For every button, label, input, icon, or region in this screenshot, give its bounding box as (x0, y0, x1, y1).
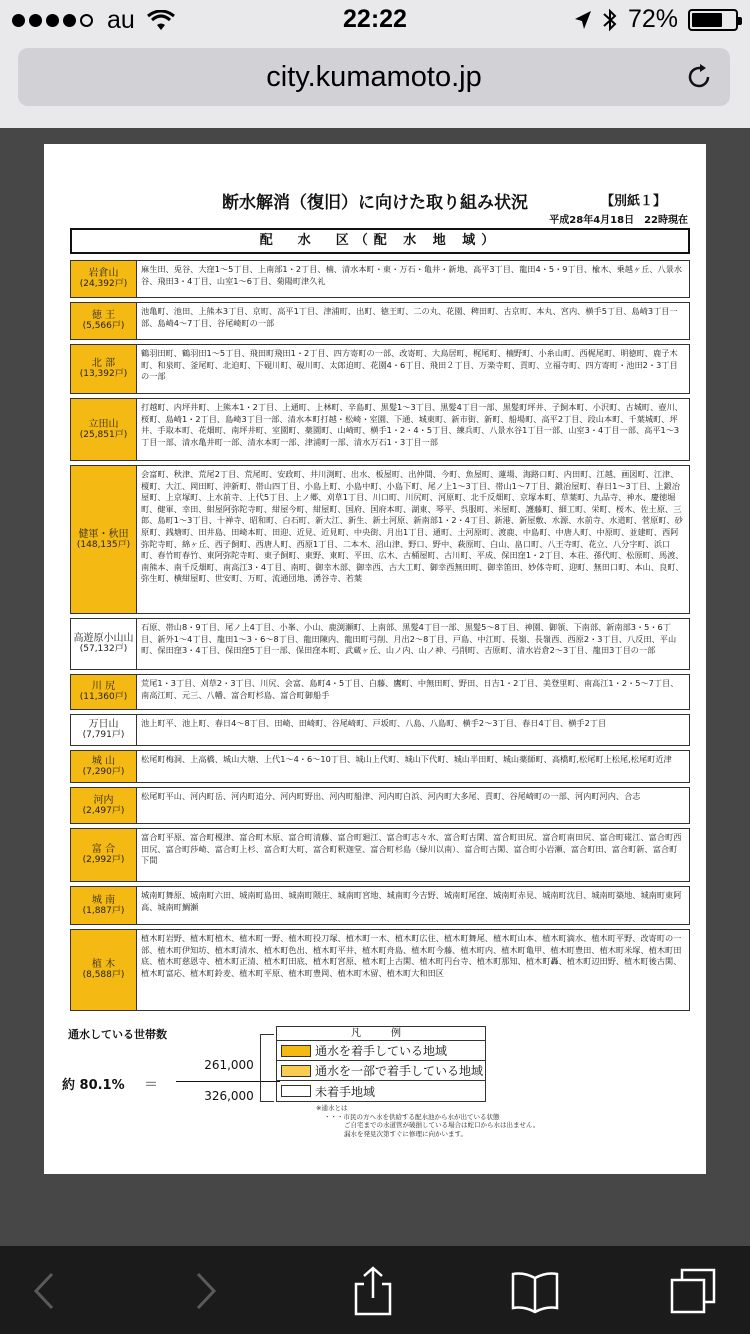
area-name: 徳 王 (91, 310, 116, 321)
legend (276, 1026, 486, 1102)
area-name: 城 南 (91, 894, 116, 906)
household-count: (11,360戸) (79, 692, 128, 702)
area-cell (71, 887, 137, 924)
household-count: (5,566戸) (82, 321, 125, 331)
table-row (70, 465, 690, 614)
town-list: 城南町舞原、城南町六田、城南町島田、城南町隈庄、城南町宮地、城南町今吉野、城南町尾窪、城南町赤見、城南町沈目、城南町築地、城南町東阿高、城南町鯛瀬 (141, 890, 682, 912)
table-row (70, 302, 690, 340)
address-bar[interactable] (18, 48, 730, 106)
town-list: 打越町、内坪井町、上熊本1・2丁目、上通町、上林町、辛島町、黒髪1〜3丁目、黒髪4丁目一部、黒髪町坪井、子飼本町、小沢町、古城町、壺川、桜町、島崎1・2丁目、島崎3丁目一部、清水本町打越・松崎・室園、下通、城東町、新市街、新町、船場町、高平2丁目、段山本町、千葉城町、坪井、手取本町、花畑町、南坪井町、室園町、薬園町、山崎町、横手1・2・4・5丁目、練兵町、八景水谷1丁目一部、山室3・4丁目一部、高平1〜3丁目一部、清水亀井町一部、清水本町一部、津浦町一部、清水万石1・3丁目一部 (141, 402, 683, 447)
area-name: 富 合 (91, 844, 116, 855)
household-count: (148,135戸) (76, 539, 131, 550)
area-name: 万日山 (88, 719, 119, 730)
bluetooth-icon (602, 8, 618, 32)
town-list: 会富町、秋津、荒尾2丁目、荒尾町、安政町、井川渕町、出水、板屋町、出仲間、今町、魚屋町、蓮場、海路口町、内田町、江越、画図町、江津、榎町、大江、岡田町、沖新町、帯山四丁目、小島上町、小島中町、小島下町、尾ノ上1〜3丁目、帯山1〜7丁目、鍛冶屋町、春日1〜3丁目、上鍛冶屋町、上京塚町、上水前寺、上代5丁目、上ノ郷、刈草1丁目、川口町、川尻町、河原町、北千反畑町、京塚本町、草葉町、九品寺、神水、慶徳堀町、健軍、幸田、紺屋阿弥陀寺町、紺屋今町、紺屋町、国府、国府本町、湖東、琴平、呉服町、米屋町、護藤町、細工町、栄町、桜木、佐土原、三郎、島町1〜3丁目、十禅寺、昭和町、白石町、新大江、新生、新土河原、新南部1・2・4丁目、新港、新屋敷、水源、水前寺、水道町、菅原町、砂原町、銭塘町、田井島、田崎本町、田迎、近見、近見町、中央街、月出1丁目、通町、土河原町、渡鹿、中島町、中唐人町、中原町、並建町、西阿弥陀寺町、綿ヶ丘、西子飼町、西唐人町、西原1丁目、二本木、沼山津、野口、野中、萩原町、白山、畠口町、八王寺町、花立、八分字町、浜口町、春竹町春竹、東阿弥陀寺町、東子飼町、東野、東町、平田、広木、古桶屋町、古川町、平成、保田窪1・2丁目、本荘、孫代町、松原町、馬渡、南熊本、南千反畑町、南高江3・4丁目、南町、御幸木部、御幸西、古大工町、御幸西無田町、御幸笛田、妙体寺町、迎町、無田口町、本山、良町、弥生町、横紺屋町、世安町、万町、流通団地、湧谷寺、若葉 (141, 469, 684, 584)
town-list: 富合町平原、富合町榎津、富合町木原、富合町清藤、富合町廻江、富合町志々水、富合町古閑、富合町田尻、富合町南田尻、富合町硴江、富合町西田尻、富合町莎崎、富合町上杉、富合町大町、富合町釈迦堂、富合町杉島（緑川以南）、富合町古閑、富合町小岩瀬、富合町田、富合町新、富合町下間 (141, 832, 682, 866)
household-count: (8,588戸) (82, 970, 125, 980)
legend-note (316, 1104, 616, 1138)
tabs-icon[interactable] (668, 1266, 718, 1316)
area-name: 立田山 (88, 418, 119, 430)
battery-cap (738, 17, 742, 25)
stats-denominator: 326,000 (204, 1089, 254, 1103)
town-list: 松尾町平山、河内町岳、河内町追分、河内町野出、河内町船津、河内町白浜、河内町大多尾、貢町、谷尾崎町の一部、河内町河内、合志 (141, 791, 641, 801)
area-name: 川 尻 (91, 681, 116, 692)
table-row (70, 787, 690, 824)
area-cell (71, 345, 137, 393)
forward-icon[interactable] (180, 1266, 230, 1316)
share-icon[interactable] (348, 1266, 398, 1316)
household-count: (2,992戸) (82, 855, 125, 865)
bookmarks-icon[interactable] (510, 1266, 560, 1316)
area-cell (71, 261, 137, 297)
table-row (70, 929, 690, 1011)
area-cell (71, 751, 137, 782)
table-row (70, 618, 690, 670)
battery-fill (692, 13, 722, 27)
legend-bracket (260, 1034, 274, 1102)
area-cell (71, 829, 137, 881)
area-name: 岩倉山 (88, 268, 119, 279)
battery-percent: 72% (627, 5, 678, 33)
area-cell (71, 619, 137, 669)
legend-title: 凡 例 (277, 1027, 485, 1041)
clock: 22:22 (343, 5, 407, 33)
note-line: ・・・市民の方へ水を供給する配水池から水が出ている状態 (324, 1112, 500, 1121)
town-list: 植木町岩野、植木町植木、植木町一野、植木町投刀塚、植木町一木、植木町広住、植木町舞尾、植木町山本、植木町滴水、植木町平野、改寄町の一部、植木町伊知坊、植木町清水、植木町色出、植木町平井、植木町舟島、植木町今藤、植木町内、植木町亀甲、植木町豊田、植木町米塚、植木町田底、植木町慈恩寺、植木町正清、植木町田底、植木町宮原、植木町上古閑、植木町円台寺、植木町那知、植木町轟、植木町辺田野、植木町後古閑、植木町富応、植木町鈴麦、植木町平原、植木町豊岡、植木町木留、植木町大和田区 (141, 933, 682, 978)
area-cell (71, 675, 137, 709)
table-row (70, 260, 690, 298)
area-cell (71, 930, 137, 1010)
stats-percent: 約 80.1% (62, 1078, 125, 1093)
stats-equals: ＝ (144, 1077, 158, 1093)
town-list: 石原、帯山8・9丁目、尾ノ上4丁目、小峯、小山、鹿渕瀬町、上南部、黒髪4丁目一部、黒髪5〜8丁目、神園、御領、下南部、新南部3・5・6丁目、新外1〜4丁目、龍田1〜3・6〜8丁目、龍田陳内、龍田町弓削、月出2〜8丁目、戸島、中江町、長嶺、長嶺西、西原2・3丁目、八反田、平山町、保田窪3・4丁目、保田窪5丁目一部、保田窪本町、武蔵ヶ丘、山ノ内、山ノ神、弓削町、吉原町、清水岩倉2〜3丁目、龍田3丁目の一部 (141, 622, 677, 656)
status-bar (0, 0, 750, 40)
browser-address-area (0, 40, 750, 128)
table-row (70, 398, 690, 461)
household-count: (1,887戸) (82, 905, 125, 916)
household-count: (2,497戸) (82, 805, 125, 816)
legend-swatch-none (281, 1085, 311, 1097)
legend-item (277, 1081, 485, 1101)
legend-swatch-partial (281, 1065, 311, 1077)
household-count: (57,132戸) (79, 644, 128, 654)
town-list: 池亀町、池田、上熊本3丁目、京町、高平1丁目、津浦町、出町、徳王町、二の丸、花園、稗田町、古京町、本丸、宮内、横手5丁目、島崎3丁目一部、島崎4〜7丁目、谷尾崎町の一部 (141, 306, 678, 328)
date-line: 平成28年4月18日 22時現在 (549, 215, 688, 226)
table-row (70, 674, 690, 710)
area-cell (71, 715, 137, 745)
table-row (70, 828, 690, 882)
url-text[interactable]: city.kumamoto.jp (266, 61, 482, 93)
household-count: (7,290戸) (82, 766, 125, 777)
area-name: 健軍・秋田 (78, 528, 129, 540)
legend-item (277, 1041, 485, 1061)
column-header: 配 水 区（配 水 地 域） (70, 228, 690, 254)
legend-label: 通水を一部で着手している地域 (315, 1064, 484, 1078)
legend-label: 未着手地域 (315, 1084, 376, 1099)
household-count: (25,851戸) (79, 429, 128, 440)
legend-swatch-full (281, 1045, 311, 1057)
area-cell (71, 788, 137, 823)
area-cell (71, 399, 137, 460)
battery-icon (688, 9, 738, 31)
browser-toolbar (0, 1246, 750, 1334)
area-name: 植 木 (91, 959, 116, 970)
back-icon[interactable] (20, 1266, 70, 1316)
attachment-label: 【別紙１】 (600, 194, 666, 209)
area-cell (71, 303, 137, 339)
area-name: 河内 (93, 794, 114, 806)
town-list: 池上町平、池上町、春日4〜8丁目、田崎、田崎町、谷尾崎町、戸坂町、八島、八島町、横手2〜3丁目、春日4丁目、横手2丁目 (141, 718, 607, 728)
location-icon (574, 10, 592, 30)
town-list: 荒尾1・3丁目、刈草2・3丁目、川尻、会富、島町4・5丁目、白藤、鷹町、中無田町、野田、日吉1・2丁目、美登里町、南高江1・2・5〜7丁目、南高江町、元三、八幡、富合町杉島、富合町御船手 (141, 678, 679, 700)
legend-label: 通水を着手している地域 (315, 1044, 448, 1058)
table-row (70, 750, 690, 783)
household-count: (24,392戸) (79, 279, 128, 289)
area-name: 高遊原小山山 (73, 633, 134, 644)
note-line: ※通水とは (316, 1104, 348, 1112)
area-name: 北 部 (91, 358, 116, 369)
note-line: ご自宅までの水道管が破損している場合は蛇口から水は出ません。 (344, 1121, 540, 1129)
reload-icon[interactable] (684, 62, 714, 92)
stats-title: 通水している世帯数 (68, 1028, 167, 1041)
town-list: 鶴羽田町、鶴羽田1〜5丁目、飛田町飛田1・2丁目、四方寄町の一部、改寄町、大鳥居町、梶尾町、楠野町、小糸山町、西梶尾町、明徳町、鹿子木町、和泉町、釜尾町、北迫町、下硯川町、硯川町、太郎迫町、花園4・6丁目、飛田２丁目、万楽寺町、貢町、立福寺町、四方寄町・池田2・3丁目の一部 (141, 348, 678, 382)
town-list: 松尾町梅洞、上高橋、城山大塘、上代1〜4・6〜10丁目、城山上代町、城山下代町、城山半田町、城山薬師町、高橋町,松尾町上松尾,松尾町近津 (141, 754, 672, 764)
document-page (44, 144, 706, 1174)
carrier-name: au (107, 6, 135, 34)
legend-item (277, 1061, 485, 1081)
town-list: 麻生田、兎谷、大窪1〜5丁目、上南部1・2丁目、楠、清水本町・東・万石・亀井・新地、高平3丁目、龍田4・5・9丁目、楡木、乗越ヶ丘、八景水谷、飛田3・4丁目、山室1〜6丁目、菊陽町津久礼 (141, 264, 683, 286)
table-row (70, 344, 690, 394)
household-count: (13,392戸) (79, 369, 128, 379)
area-cell (71, 466, 137, 613)
table-row (70, 714, 690, 746)
note-line: 漏水を発見次第すぐに修理に向かいます。 (344, 1129, 467, 1138)
area-name: 城 山 (91, 755, 116, 767)
table-row (70, 886, 690, 925)
household-count: (7,791戸) (82, 730, 125, 740)
document-title: 断水解消（復旧）に向けた取り組み状況 (222, 193, 528, 213)
stats-numerator: 261,000 (204, 1058, 254, 1072)
